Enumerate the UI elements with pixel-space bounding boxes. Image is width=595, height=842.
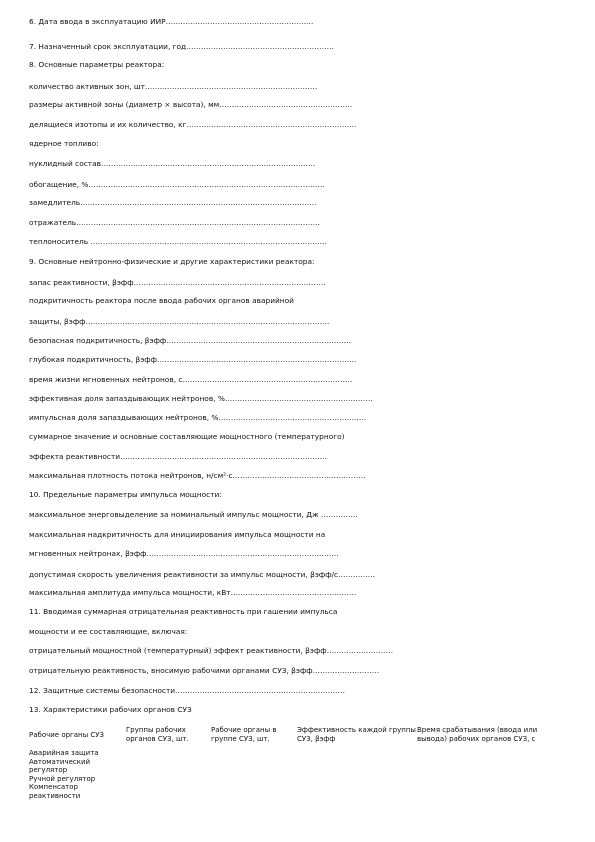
nuclear-fuel-line: ядерное топливо: <box>29 139 99 148</box>
power-effect-line: суммарное значение и основные составляющие мощностного (температурного) <box>29 432 345 441</box>
moderator-line: замедлитель…………………………………………………………………………………… <box>29 198 317 207</box>
coolant-line: теплоноситель …………………………………………………………………………………… <box>29 237 327 246</box>
max-supercriticality-line: максимальная надкритичность для инициирования импульса мощности на <box>29 530 326 539</box>
section-9-heading: 9. Основные нейтронно-физические и другие характеристики реактора: <box>29 257 315 266</box>
max-energy-release-line: максимальное энерговыделение за номинальный импульс мощности, Дж …………… <box>29 510 358 519</box>
header-bodies-in-group: Рабочие органы в группе СУЗ, шт. <box>211 726 277 743</box>
reactivity-rate-line: допустимая скорость увеличения реактивности за импульс мощности, βэфф/с…………… <box>29 570 376 579</box>
table-row <box>29 775 557 784</box>
row-label-manual-regulator: Ручной регулятор <box>29 774 96 783</box>
section-12-line: 12. Защитные системы безопасности…………………………………………………………… <box>29 686 346 695</box>
row-label-reactivity-compensator: Компенсатор реактивности <box>29 783 81 800</box>
safe-subcriticality-line: безопасная подкритичность, βэфф………………………………………………………………… <box>29 336 351 345</box>
item-7-service-life: 7. Назначенный срок эксплуатации, год…………………………………………………… <box>29 42 334 51</box>
item-6-commissioning-date: 6. Дата ввода в эксплуатацию ИИР…………………………………………………… <box>29 17 314 26</box>
table-row <box>29 783 557 800</box>
fissile-isotopes-line: делящиеся изотопы и их количество, кг…………………………………………………………… <box>29 120 357 129</box>
row-label-automatic-regulator: Автоматический регулятор <box>29 757 91 774</box>
negative-power-effect-line: отрицательный мощностной (температурный) эффект реактивности, βэфф……………………… <box>29 646 394 655</box>
core-size-line: размеры активной зоны (диаметр × высота), мм……………………………………………… <box>29 100 353 109</box>
enrichment-line: обогащение, %…………………………………………………………………………………… <box>29 180 325 189</box>
table-row <box>29 758 557 775</box>
max-neutron-flux-line: максимальная плотность потока нейтронов, н/см²·с……………………………………………… <box>29 471 366 480</box>
reactivity-margin-line: запас реактивности, βэфф…………………………………………………………………… <box>29 278 326 287</box>
table-row <box>29 743 557 758</box>
suz-table <box>29 726 557 800</box>
row-label-emergency-protection: Аварийная защита <box>29 749 99 757</box>
header-group-efficiency: Эффективность каждой группы СУЗ, βэфф <box>297 726 416 743</box>
delayed-neutron-fraction-line: эффективная доля запаздывающих нейтронов, %…………………………………………………… <box>29 394 373 403</box>
pulse-components-line: мощности и ее составляющие, включая: <box>29 627 188 636</box>
section-13-heading: 13. Характеристики рабочих органов СУЗ <box>29 705 192 714</box>
reflector-line: отражатель……………………………………………………………………………………… <box>29 218 321 227</box>
core-count-line: количество активных зон, шт.…………………………………………………………… <box>29 82 318 91</box>
pulse-delayed-fraction-line: импульсная доля запаздывающих нейтронов, %…………………………………………………… <box>29 413 367 422</box>
scram-protection-line: защиты, βэфф……………………………………………………………………………………… <box>29 317 330 326</box>
header-groups-count: Группы рабочих органов СУЗ, шт. <box>126 726 189 743</box>
nuclide-composition-line: нуклидный состав…………………………………………………………………………… <box>29 159 316 168</box>
reactivity-effect-line: эффекта реактивности………………………………………………………………………… <box>29 452 328 461</box>
section-10-heading: 10. Предельные параметры импульса мощности: <box>29 490 222 499</box>
prompt-neutrons-line: мгновенных нейтронах, βэфф…………………………………………………………………… <box>29 549 339 558</box>
max-pulse-amplitude-line: максимальная амплитуда импульса мощности, кВт…………………………………………… <box>29 588 357 597</box>
section-8-heading: 8. Основные параметры реактора: <box>29 60 165 69</box>
subcriticality-after-scram-line: подкритичность реактора после ввода рабочих органов аварийной <box>29 296 294 305</box>
deep-subcriticality-line: глубокая подкритичность, βэфф……………………………………………………………………… <box>29 355 357 364</box>
neutron-lifetime-line: время жизни мгновенных нейтронов, с…………………………………………………………… <box>29 375 353 384</box>
section-11-heading: 11. Вводимая суммарная отрицательная реактивность при гашении импульса <box>29 607 338 616</box>
header-suz-bodies: Рабочие органы СУЗ <box>29 731 104 739</box>
suz-table-header-row <box>29 726 557 743</box>
header-response-time: Время срабатывания (ввода или вывода) рабочих органов СУЗ, с <box>417 726 538 743</box>
negative-reactivity-line: отрицательную реактивность, вносимую рабочими органами СУЗ, βэфф……………………… <box>29 666 380 675</box>
